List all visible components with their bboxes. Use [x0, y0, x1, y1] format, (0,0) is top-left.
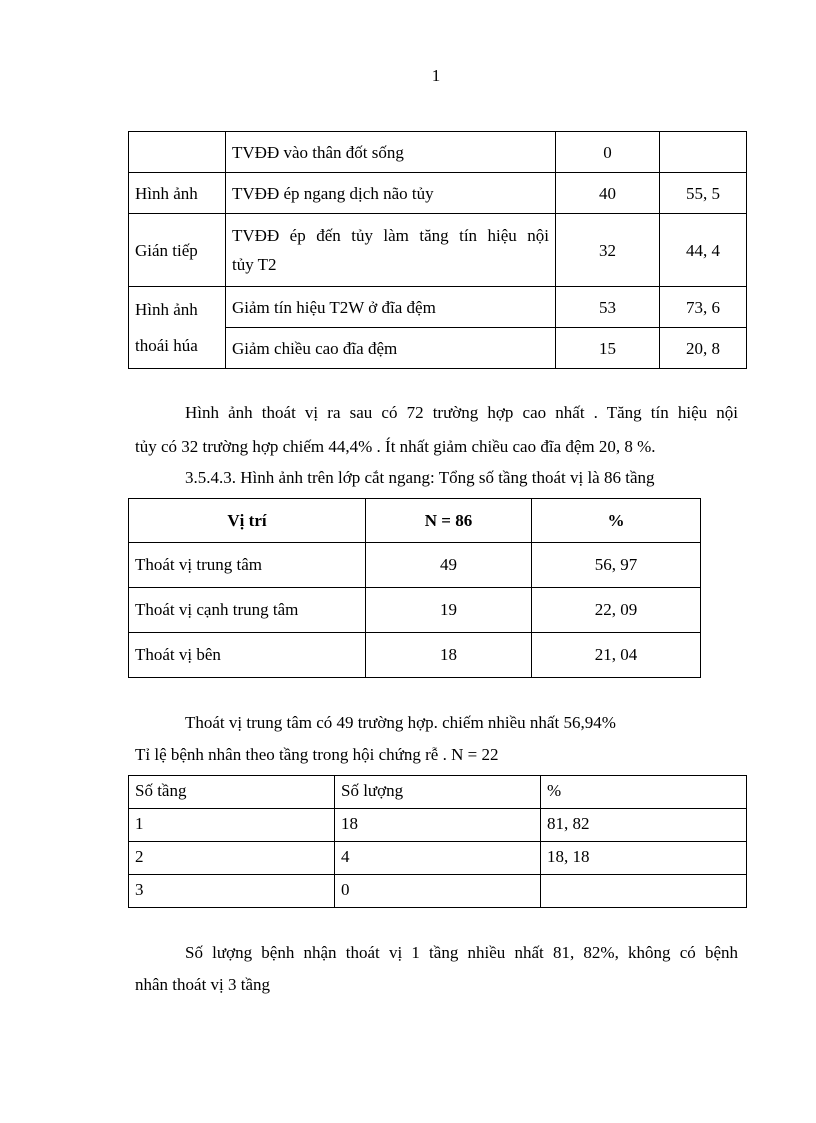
table-header-cell: %: [541, 776, 747, 809]
table-cell: Gián tiếp: [129, 214, 226, 287]
herniation-position-table: [128, 498, 701, 678]
table-cell: 20, 8: [660, 328, 747, 369]
cell-line: thoái húa: [135, 335, 198, 355]
table-row: [129, 132, 747, 173]
table-cell: Hình ảnh: [129, 173, 226, 214]
cell-line: tủy T2: [232, 255, 277, 274]
table-cell: 1: [129, 809, 335, 842]
table-cell: 53: [556, 287, 660, 328]
table-cell: 56, 97: [532, 543, 701, 588]
table-cell: 4: [335, 842, 541, 875]
table-header-cell: N = 86: [366, 499, 532, 543]
table-row: [129, 842, 747, 875]
table-cell: Giảm chiều cao đĩa đệm: [226, 328, 556, 369]
table-cell: Giảm tín hiệu T2W ở đĩa đệm: [226, 287, 556, 328]
table-row: [129, 875, 747, 908]
table-cell: 0: [556, 132, 660, 173]
mri-findings-table: [128, 131, 747, 369]
table-cell: [660, 132, 747, 173]
paragraph-line: Hình ảnh thoát vị ra sau có 72 trường hợp cao nhất . Tăng tín hiệu nội: [185, 403, 738, 422]
table-header-row: [129, 499, 701, 543]
table-cell: 18: [366, 633, 532, 678]
table-cell: TVĐĐ vào thân đốt sống: [226, 132, 556, 173]
table-cell: 2: [129, 842, 335, 875]
table-cell: Thoát vị cạnh trung tâm: [129, 588, 366, 633]
table-cell: [541, 875, 747, 908]
table-header-cell: Vị trí: [129, 499, 366, 543]
table-row: [129, 809, 747, 842]
paragraph: Thoát vị trung tâm có 49 trường hợp. chiếm nhiều nhất 56,94%: [185, 713, 616, 732]
table-cell: 18, 18: [541, 842, 747, 875]
table-row: [129, 543, 701, 588]
table-row: [129, 287, 747, 328]
paragraph-line: tủy có 32 trường hợp chiếm 44,4% . Ít nhất giảm chiều cao đĩa đệm 20, 8 %.: [135, 437, 656, 456]
table-caption: Tỉ lệ bệnh nhân theo tầng trong hội chứng rễ . N = 22: [135, 745, 499, 764]
table-cell: 81, 82: [541, 809, 747, 842]
page-number: 1: [431, 66, 441, 85]
table-header-row: [129, 776, 747, 809]
table-cell: 22, 09: [532, 588, 701, 633]
paragraph-line: Số lượng bệnh nhận thoát vị 1 tầng nhiều nhất 81, 82%, không có bệnh: [185, 943, 738, 962]
table-cell: Thoát vị bên: [129, 633, 366, 678]
table-cell: [226, 214, 556, 287]
table-cell: TVĐĐ ép ngang dịch não tủy: [226, 173, 556, 214]
table-cell: 18: [335, 809, 541, 842]
table-cell: 55, 5: [660, 173, 747, 214]
table-cell: [129, 287, 226, 369]
cell-line: Hình ảnh: [135, 299, 198, 319]
table-cell: 73, 6: [660, 287, 747, 328]
table-row: [129, 588, 701, 633]
table-header-cell: Số lượng: [335, 776, 541, 809]
cell-line: TVĐĐ ép đến tủy làm tăng tín hiệu nội: [232, 226, 549, 245]
table-header-cell: %: [532, 499, 701, 543]
table-cell: 32: [556, 214, 660, 287]
table-cell: 3: [129, 875, 335, 908]
table-cell: 19: [366, 588, 532, 633]
table-cell: 21, 04: [532, 633, 701, 678]
table-cell: 49: [366, 543, 532, 588]
table-row: [129, 633, 701, 678]
table-cell: 44, 4: [660, 214, 747, 287]
table-row: [129, 173, 747, 214]
table-cell: [129, 132, 226, 173]
table-cell: 15: [556, 328, 660, 369]
table-row: [129, 214, 747, 287]
section-heading: 3.5.4.3. Hình ảnh trên lớp cắt ngang: Tổng số tầng thoát vị là 86 tầng: [185, 468, 655, 487]
level-count-table: [128, 775, 747, 908]
table-cell: 40: [556, 173, 660, 214]
table-cell: Thoát vị trung tâm: [129, 543, 366, 588]
paragraph-line: nhân thoát vị 3 tầng: [135, 975, 271, 994]
table-header-cell: Số tầng: [129, 776, 335, 809]
table-cell: 0: [335, 875, 541, 908]
